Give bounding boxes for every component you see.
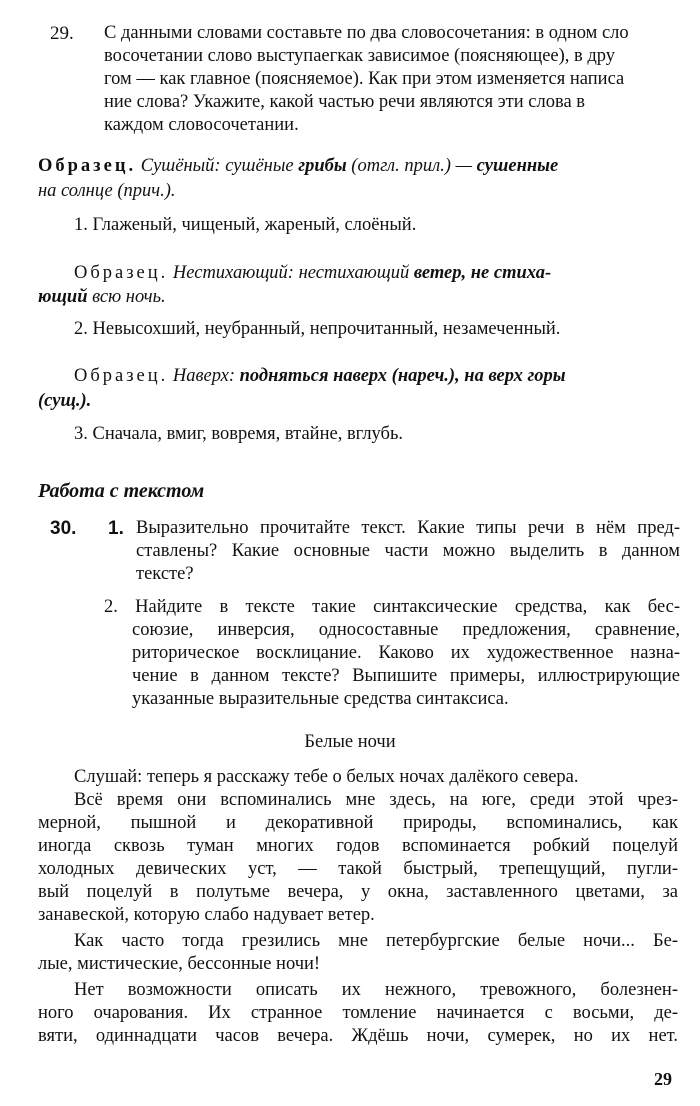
- ex29-line: каждом словосочетании.: [104, 115, 299, 135]
- sample-1-phrase-2: сушенные: [476, 156, 559, 176]
- sample-3-word: Наверх:: [172, 366, 236, 386]
- ex29-line: ние слова? Укажите, какой частью речи являются эти слова в: [104, 92, 586, 112]
- ex30-line: риторическое восклицание. Каково их художественное назна-: [132, 643, 680, 663]
- sample-2-rest: всю ночь.: [92, 287, 166, 307]
- ex29-line: гом — как главное (поясняемое). Как при этом изменяется написа: [104, 69, 625, 89]
- sample-1-line-2: на солнце (прич.).: [38, 181, 176, 201]
- ex29-line: С данными словами составьте по два словосочетания: в одном сло: [104, 23, 629, 43]
- text-line: занавеской, которую слабо надувает ветер.: [38, 905, 375, 925]
- sample-1-note: (отгл. прил.) —: [351, 156, 473, 176]
- ex29-line: восочетании слово выступаегкак зависимое (поясняющее), в дру: [104, 46, 616, 66]
- sample-label: Образец.: [74, 366, 169, 386]
- sample-2-phrase: ветер, не стиха-: [413, 263, 552, 283]
- exercise-30-task-1: [136, 517, 680, 586]
- task-2: 2. Невысохший, неубранный, непрочитанный, незамеченный.: [74, 319, 561, 339]
- sample-3: [74, 365, 678, 388]
- text-line: лые, мистические, бессонные ночи!: [38, 954, 321, 974]
- sample-2-line-2: [38, 286, 166, 309]
- text-line: Как часто тогда грезились мне петербургские белые ночи... Бе-: [74, 931, 678, 951]
- sample-1-word: Сушёный: сушёные: [140, 156, 294, 176]
- text-line: Всё время они вспоминались мне здесь, на юге, среди этой чрез-: [74, 790, 678, 810]
- task-3: 3. Сначала, вмиг, вовремя, втайне, вглубь.: [74, 424, 404, 444]
- text-line: вяти, одиннадцати часов вечера. Ждёшь ночи, сумерек, но их нет.: [38, 1026, 678, 1046]
- text-line: Слушай: теперь я расскажу тебе о белых ночах далёкого севера.: [74, 767, 579, 787]
- exercise-30-task-2: [104, 596, 680, 711]
- ex30-line: ставлены? Какие основные части можно выделить в данном: [136, 541, 680, 561]
- ex30-line: указанные выразительные средства синтаксиса.: [132, 689, 509, 709]
- sample-1-phrase: грибы: [298, 156, 347, 176]
- ex30-line: чение в данном тексте? Выпишите примеры, иллюстрирующие: [132, 666, 680, 686]
- page-number: 29: [654, 1069, 672, 1089]
- text-title: Белые ночи: [304, 732, 396, 752]
- text-body: [38, 766, 678, 1048]
- text-line: мерной, пышной и декоративной природы, вспоминались, как: [38, 813, 678, 833]
- sample-3-line-2: (сущ.).: [38, 391, 92, 411]
- ex30-line: Выразительно прочитайте текст. Какие типы речи в нём пред-: [136, 518, 680, 538]
- exercise-29-text: [104, 22, 694, 137]
- ex30-line: тексте?: [136, 564, 194, 584]
- text-line: Нет возможности описать их нежного, тревожного, болезнен-: [74, 980, 678, 1000]
- text-line: вый поцелуй в полутьме вечера, у окна, заставленного цветами, за: [38, 882, 678, 902]
- task-1-number: 1.: [108, 518, 124, 539]
- text-line: иногда сквозь туман многих годов вспоминается робкий поцелуй: [38, 836, 678, 856]
- text-line: ного очарования. Их странное томление начинается с восьми, де-: [38, 1003, 678, 1023]
- sample-label: Образец.: [38, 156, 137, 176]
- ex30-line: союзие, инверсия, односоставные предложения, сравнение,: [132, 620, 680, 640]
- sample-1: [38, 155, 678, 178]
- section-title: Работа с текстом: [38, 480, 205, 502]
- sample-label: Образец.: [74, 263, 169, 283]
- sample-3-phrase: подняться: [239, 366, 329, 386]
- sample-3-note: наверх (нареч.), на верх горы: [333, 366, 566, 386]
- text-line: холодных девических уст, — такой быстрый, трепещущий, пугли-: [38, 859, 678, 879]
- sample-2-word: Нестихающий: нестихающий: [172, 263, 410, 283]
- ex30-line: 2. Найдите в тексте такие синтаксические средства, как бес-: [104, 597, 680, 617]
- sample-2: [74, 262, 678, 285]
- sample-2-phrase-end: ющий: [38, 287, 88, 307]
- exercise-30-number: 30.: [50, 518, 77, 539]
- exercise-29-number: 29.: [50, 23, 74, 44]
- task-1: 1. Глаженый, чищеный, жареный, слоёный.: [74, 215, 417, 235]
